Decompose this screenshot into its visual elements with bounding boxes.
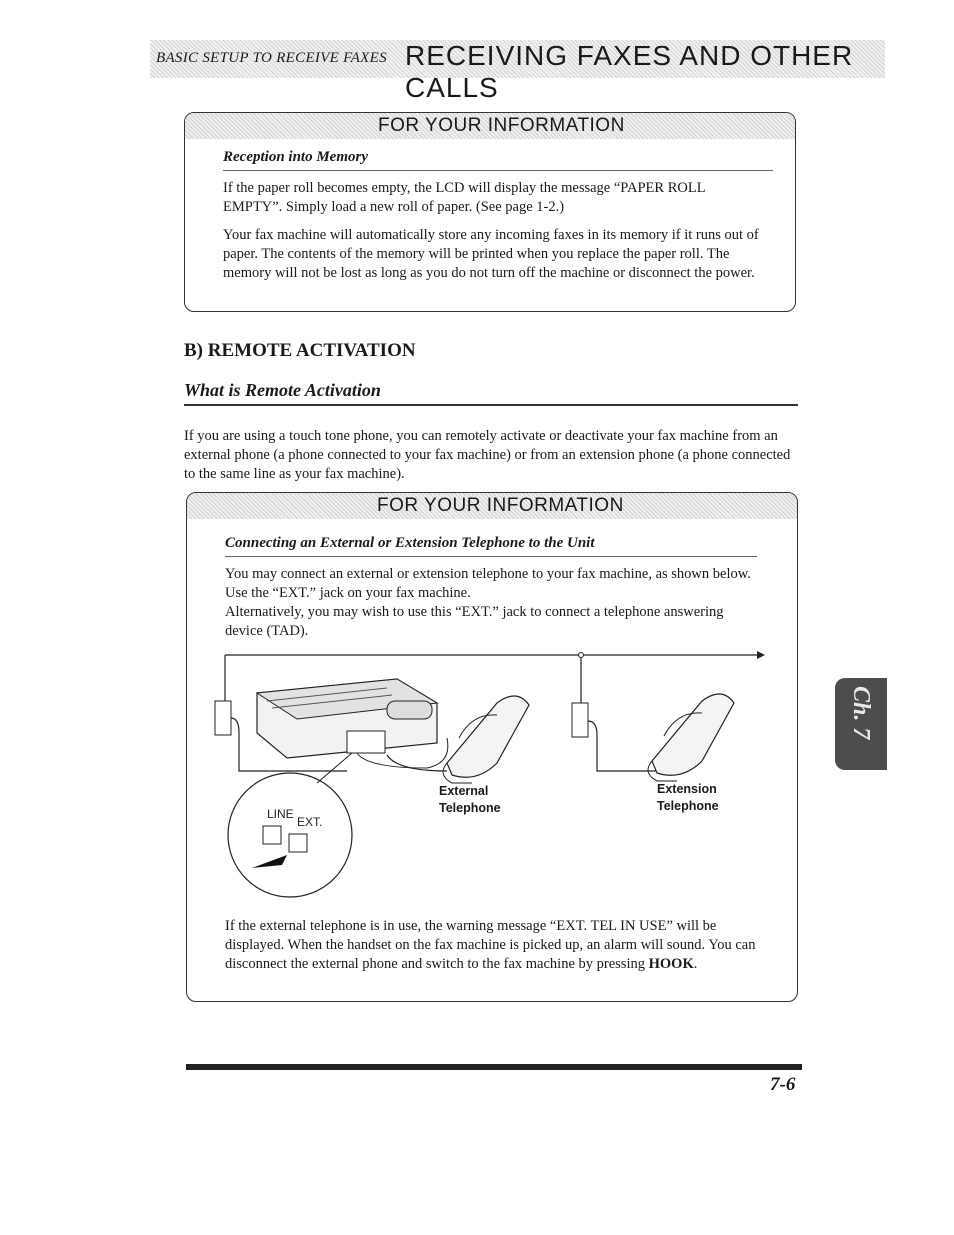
page-number: 7-6: [770, 1074, 796, 1095]
info-box-connecting: [186, 492, 798, 1002]
jack-ext-label: EXT.: [297, 815, 323, 829]
footer-rule: [186, 1064, 802, 1070]
external-telephone-label: [439, 783, 501, 817]
fax-machine-icon: [257, 679, 448, 768]
external-label-line: External: [439, 784, 489, 798]
info-band-title: FOR YOUR INFORMATION: [377, 495, 624, 516]
external-telephone-icon: [443, 696, 529, 783]
extension-label-line: Telephone: [657, 799, 719, 813]
section-paragraph: If you are using a touch tone phone, you can remotely activate or deactivate your fax machine from an external phone (a phone connected to your fax machine) or from an extension phone (a phone connected to the same line as your fax machine).: [184, 428, 791, 482]
jack-line-label: LINE: [267, 807, 294, 821]
info-band-title: FOR YOUR INFORMATION: [378, 115, 625, 136]
hook-key: HOOK: [648, 956, 694, 972]
wall-jack-icon: [215, 701, 231, 735]
section-subheading: What is Remote Activation: [184, 380, 381, 400]
section-heading: B) REMOTE ACTIVATION: [184, 340, 416, 361]
info-subtitle: Connecting an External or Extension Telephone to the Unit: [225, 535, 595, 551]
chapter-tab: [835, 678, 887, 770]
extension-telephone-icon: [648, 694, 734, 781]
closing-period: .: [693, 956, 698, 972]
closing-text: If the external telephone is in use, the warning message “EXT. TEL IN USE” will be displayed. When the handset on the fax machine is picked up, an alarm will sound. You can disconnect the external phone and switch to the fax machine by pressing: [225, 918, 756, 972]
extension-telephone-label: [657, 781, 719, 815]
info-paragraph: Alternatively, you may wish to use this “EXT.” jack to connect a telephone answering device (TAD).: [225, 604, 724, 639]
subheading-rule: [184, 404, 798, 406]
info-subtitle: Reception into Memory: [223, 149, 368, 165]
info-paragraph: If the paper roll becomes empty, the LCD will display the message “PAPER ROLL EMPTY”. Simply load a new roll of paper. (See page 1-2.): [223, 180, 706, 215]
external-label-line: Telephone: [439, 801, 501, 815]
header-section-label: BASIC SETUP TO RECEIVE FAXES: [156, 50, 387, 66]
page-header: [150, 40, 885, 103]
info-box-reception: [184, 112, 796, 312]
ext-jack-icon: [289, 834, 307, 852]
info-closing-paragraph: [225, 917, 760, 974]
info-paragraph: You may connect an external or extension telephone to your fax machine, as shown below. Use the “EXT.” jack on your fax machine.: [225, 566, 751, 601]
info-paragraph: Your fax machine will automatically store any incoming faxes in its memory if it runs out of paper. The contents of the memory will be printed when you replace the paper roll. The memory will not be lost as long as you do not turn off the machine or disconnect the power.: [223, 227, 759, 281]
info-subtitle-rule: [223, 170, 773, 171]
chapter-tab-label: Ch. 7: [848, 686, 874, 740]
arrow-icon: [757, 651, 765, 659]
line-jack-icon: [263, 826, 281, 844]
extension-label-line: Extension: [657, 782, 717, 796]
info-subtitle-rule: [225, 556, 757, 557]
wall-jack-icon: [572, 703, 588, 737]
header-title: RECEIVING FAXES AND OTHER CALLS: [405, 40, 854, 103]
